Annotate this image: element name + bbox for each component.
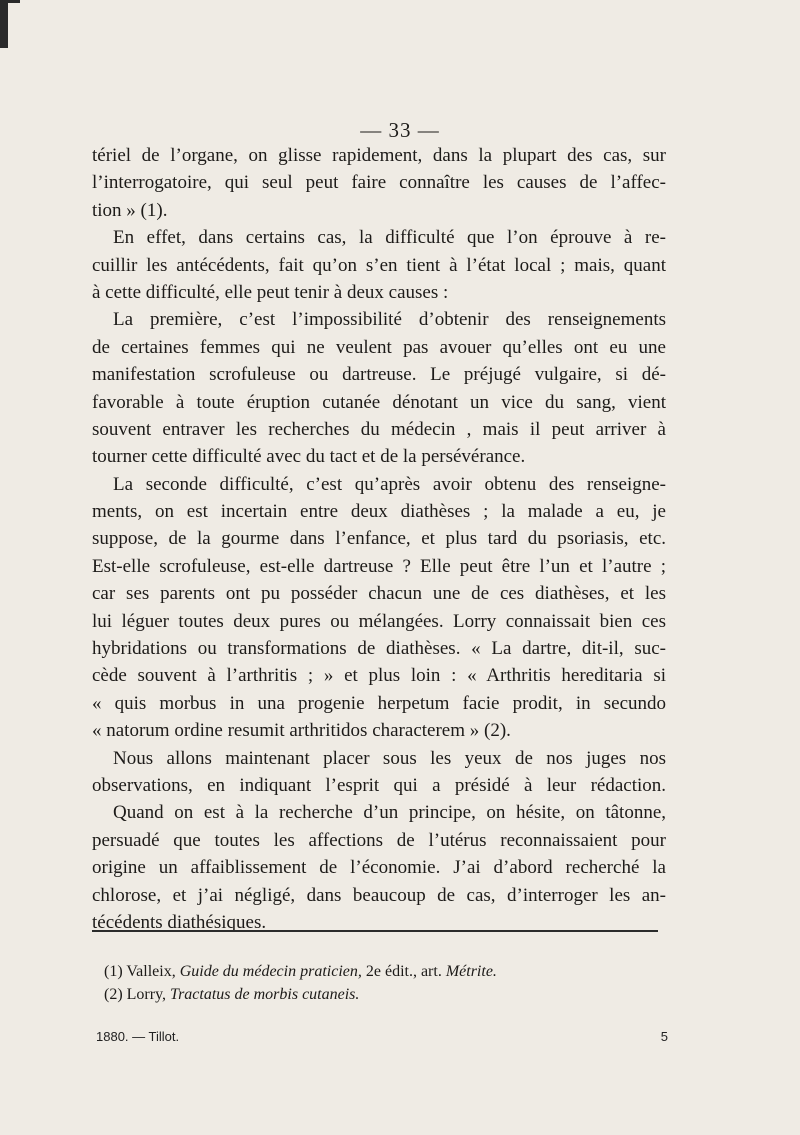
printer-imprint bbox=[96, 1029, 668, 1044]
page-edge-mark bbox=[0, 0, 8, 48]
text-line: Quand on est à la recherche d’un principe, on hésite, on tâtonne, bbox=[113, 802, 666, 824]
text-line: chlorose, et j’ai négligé, dans beaucoup de cas, d’interroger les an- bbox=[92, 884, 666, 906]
text-line: tourner cette difficulté avec du tact et de la persévérance. bbox=[92, 446, 526, 468]
text-line: de certaines femmes qui ne veulent pas avouer qu’elles ont eu une bbox=[92, 336, 666, 358]
signature-mark: 5 bbox=[660, 1029, 668, 1044]
text-line: cède souvent à l’arthritis ; » et plus loin : « Arthritis hereditaria si bbox=[92, 665, 666, 687]
text-line: suppose, de la gourme dans l’enfance, et plus tard du psoriasis, etc. bbox=[92, 528, 666, 550]
text-line: técédents diathésiques. bbox=[92, 911, 267, 933]
text-line: favorable à toute éruption cutanée dénotant un vice du sang, vient bbox=[92, 391, 666, 413]
text-line: ments, on est incertain entre deux diathèses ; la malade a eu, je bbox=[92, 501, 666, 523]
text-line: La seconde difficulté, c’est qu’après avoir obtenu des renseigne- bbox=[113, 473, 666, 495]
text-line: souvent entraver les recherches du médecin , mais il peut arriver à bbox=[92, 418, 666, 440]
footnote-1: (1) Valleix, Guide du médecin praticien, 2e édit., art. Métrite. bbox=[104, 963, 497, 980]
text-line: origine un affaiblissement de l’économie. J’ai d’abord recherché la bbox=[92, 857, 666, 879]
text-line: manifestation scrofuleuse ou dartreuse. Le préjugé vulgaire, si dé- bbox=[92, 364, 666, 386]
text-line: persuadé que toutes les affections de l’utérus reconnaissaient pour bbox=[92, 829, 666, 851]
footnote-divider bbox=[92, 930, 658, 932]
text-line: Nous allons maintenant placer sous les yeux de nos juges nos bbox=[113, 747, 666, 769]
text-line: car ses parents ont pu posséder chacun une de ces diathèses, et les bbox=[92, 583, 666, 605]
text-line: observations, en indiquant l’esprit qui a présidé à leur rédaction. bbox=[92, 774, 666, 796]
text-line: « natorum ordine resumit arthritidos characterem » (2). bbox=[92, 720, 511, 742]
body-text bbox=[92, 142, 666, 936]
footnote-2: (2) Lorry, Tractatus de morbis cutaneis. bbox=[104, 986, 360, 1003]
footnotes bbox=[104, 960, 664, 1006]
text-line: La première, c’est l’impossibilité d’obtenir des renseignements bbox=[113, 309, 666, 331]
page-number: — 33 — bbox=[360, 118, 440, 142]
text-line: En effet, dans certains cas, la difficulté que l’on éprouve à re- bbox=[113, 227, 666, 249]
text-line: Est-elle scrofuleuse, est-elle dartreuse ? Elle peut être l’un et l’autre ; bbox=[92, 555, 666, 577]
text-line: tion » (1). bbox=[92, 199, 168, 221]
imprint-text: 1880. — Tillot. bbox=[96, 1029, 180, 1044]
text-line: tériel de l’organe, on glisse rapidement, dans la plupart des cas, sur bbox=[92, 145, 666, 166]
text-line: à cette difficulté, elle peut tenir à deux causes : bbox=[92, 281, 449, 303]
text-line: lui léguer toutes deux pures ou mélangées. Lorry connaissait bien ces bbox=[92, 610, 666, 632]
text-line: l’interrogatoire, qui seul peut faire connaître les causes de l’affec- bbox=[92, 172, 666, 194]
text-line: cuillir les antécédents, fait qu’on s’en tient à l’état local ; mais, quant bbox=[92, 254, 666, 276]
text-line: hybridations ou transformations de diathèses. « La dartre, dit-il, suc- bbox=[92, 638, 666, 660]
text-line: « quis morbus in una progenie herpetum facie prodit, in secundo bbox=[92, 692, 666, 714]
